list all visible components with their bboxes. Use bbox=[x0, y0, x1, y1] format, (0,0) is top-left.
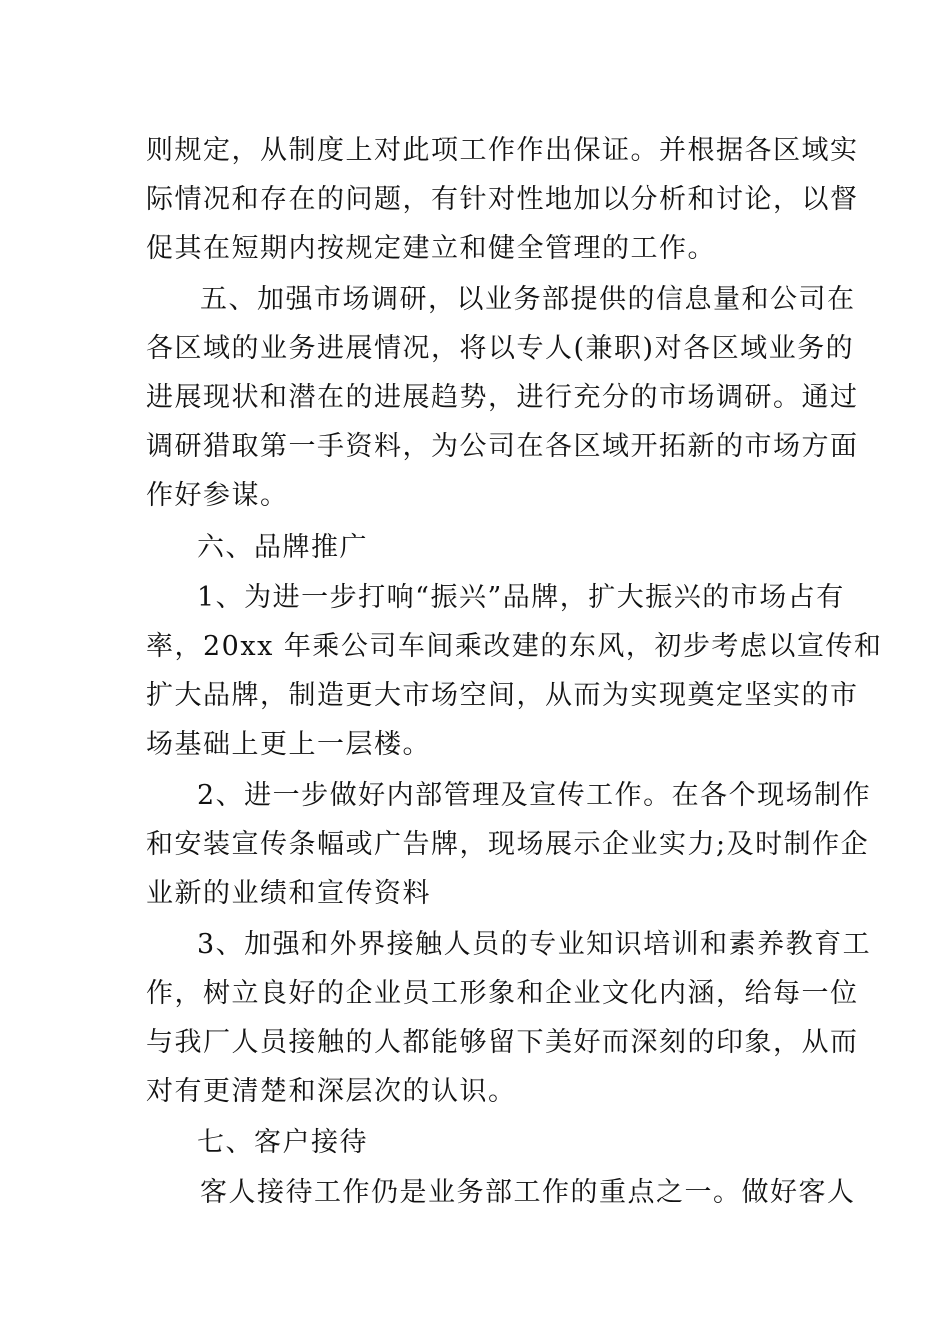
text-line: 作好参谋。 bbox=[146, 480, 289, 511]
text-line: 3、加强和外界接触人员的专业知识培训和素养教育工 bbox=[197, 929, 872, 960]
section-heading-six: 六、品牌推广 bbox=[197, 532, 368, 563]
text-line: 进展现状和潜在的进展趋势，进行充分的市场调研。通过 bbox=[146, 382, 859, 413]
text-line: 率，20xx 年乘公司车间乘改建的东风，初步考虑以宣传和 bbox=[146, 631, 883, 662]
text-line: 促其在短期内按规定建立和健全管理的工作。 bbox=[146, 233, 716, 264]
text-line: 1、为进一步打响“振兴”品牌，扩大振兴的市场占有 bbox=[197, 582, 845, 613]
text-line: 和安装宣传条幅或广告牌，现场展示企业实力;及时制作企 bbox=[146, 829, 870, 860]
text-line: 客人接待工作仍是业务部工作的重点之一。做好客人 bbox=[200, 1177, 856, 1208]
text-line: 业新的业绩和宣传资料 bbox=[146, 878, 431, 909]
text-line: 与我厂人员接触的人都能够留下美好而深刻的印象，从而 bbox=[146, 1027, 859, 1058]
section-heading-five: 五、加强市场调研，以业务部提供的信息量和公司在 bbox=[200, 284, 856, 315]
text-line: 扩大品牌，制造更大市场空间，从而为实现奠定坚实的市 bbox=[146, 680, 859, 711]
text-line: 则规定，从制度上对此项工作作出保证。并根据各区域实 bbox=[146, 135, 859, 166]
text-line: 各区域的业务进展情况，将以专人(兼职)对各区域业务的 bbox=[146, 333, 855, 364]
text-line: 调研猎取第一手资料，为公司在各区域开拓新的市场方面 bbox=[146, 431, 859, 462]
section-heading-seven: 七、客户接待 bbox=[197, 1127, 368, 1158]
text-line: 对有更清楚和深层次的认识。 bbox=[146, 1076, 517, 1107]
text-line: 场基础上更上一层楼。 bbox=[146, 729, 431, 760]
text-line: 2、进一步做好内部管理及宣传工作。在各个现场制作 bbox=[197, 780, 872, 811]
text-line: 作，树立良好的企业员工形象和企业文化内涵，给每一位 bbox=[146, 978, 859, 1009]
text-line: 际情况和存在的问题，有针对性地加以分析和讨论，以督 bbox=[146, 184, 859, 215]
